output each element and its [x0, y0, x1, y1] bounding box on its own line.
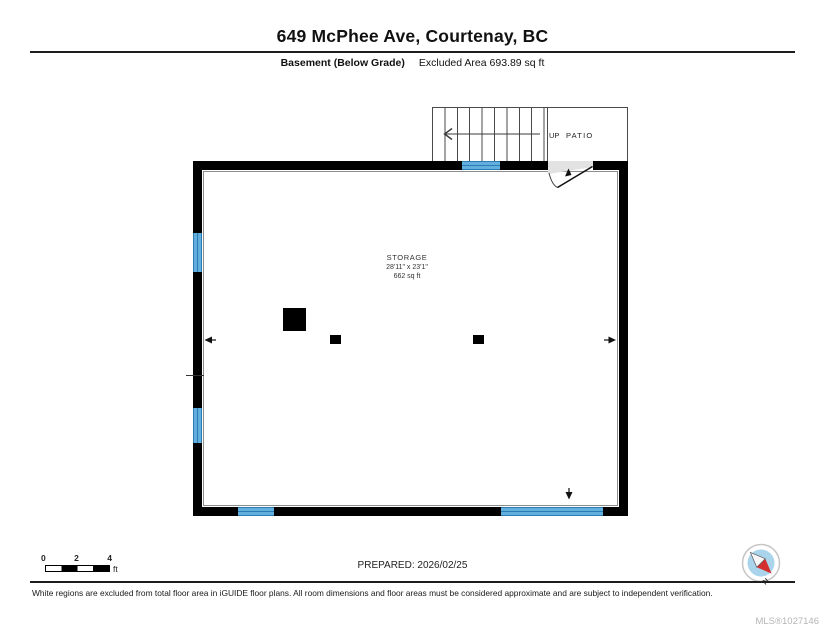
- stair-patio-label: PATIO: [566, 131, 594, 140]
- footer-divider: [30, 581, 795, 583]
- wall-right: [619, 161, 628, 516]
- window-bottom-left: [238, 507, 274, 516]
- room-label: [332, 253, 482, 281]
- room-area: 662 sq ft: [393, 272, 421, 280]
- mls-number: MLS®1027146: [755, 616, 819, 627]
- scale-tick-4: 4: [107, 553, 112, 563]
- stair-treads: [433, 108, 548, 161]
- stair-up-label: UP: [549, 131, 560, 140]
- room-inner-outline: [203, 171, 618, 506]
- wall-left: [193, 161, 202, 516]
- support-post-small-right: [473, 335, 484, 344]
- support-post-small-left: [330, 335, 341, 344]
- page-title: 649 McPhee Ave, Courtenay, BC: [276, 26, 549, 46]
- excluded-area-label: Excluded Area 693.89 sq ft: [418, 57, 545, 69]
- scale-tick-0: 0: [41, 553, 46, 563]
- room-dimensions: 28'11" x 23'1": [386, 263, 428, 271]
- window-top-wall: [462, 161, 500, 170]
- scale-tick-2: 2: [74, 553, 79, 563]
- window-left-lower: [193, 408, 202, 443]
- compass-icon: [741, 543, 781, 583]
- floor-label: Basement (Below Grade): [280, 57, 405, 69]
- support-post-large: [283, 308, 306, 331]
- room-name: STORAGE: [386, 253, 428, 262]
- window-left-upper: [193, 233, 202, 272]
- staircase: [432, 107, 628, 162]
- floor-subtitle: [0, 57, 825, 69]
- window-bottom-right: [501, 507, 603, 516]
- prepared-date: PREPARED: 2026/02/25: [357, 560, 468, 571]
- scale-bar-unit: ft: [113, 564, 118, 574]
- disclaimer-text: White regions are excluded from total floor area in iGUIDE floor plans. All room dimensions and floor areas must be considered approximate and are subject to independent verification.: [32, 588, 713, 598]
- header-divider: [30, 51, 795, 53]
